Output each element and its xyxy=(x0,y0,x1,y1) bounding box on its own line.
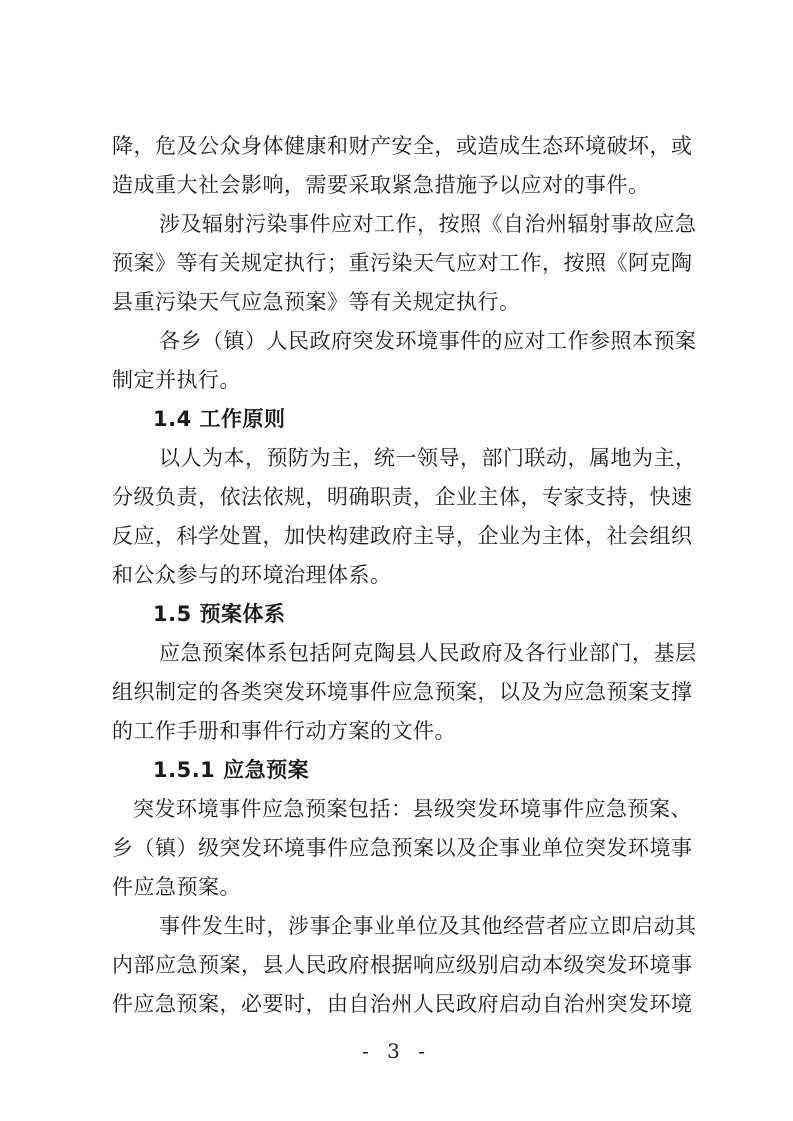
page-number: - 3 - xyxy=(362,1039,431,1063)
body-text-line: 内部应急预案，县人民政府根据响应级别启动本级突发环境事 xyxy=(112,953,693,977)
body-text-line: 造成重大社会影响，需要采取紧急措施予以应对的事件。 xyxy=(112,173,650,197)
body-text-line: 件应急预案，必要时，由自治州人民政府启动自治州突发环境 xyxy=(112,992,693,1016)
body-text-line: 各乡（镇）人民政府突发环境事件的应对工作参照本预案 xyxy=(159,329,697,353)
body-text-line: 的工作手册和事件行动方案的文件。 xyxy=(112,719,456,743)
body-text-line: 应急预案体系包括阿克陶县人民政府及各行业部门，基层 xyxy=(159,641,697,665)
body-text-line: 县重污染天气应急预案》等有关规定执行。 xyxy=(112,290,521,314)
section-heading-1-4: 1.4 工作原则 xyxy=(153,407,286,431)
body-text-line: 件应急预案。 xyxy=(112,875,241,899)
body-text-line: 预案》等有关规定执行；重污染天气应对工作，按照《阿克陶 xyxy=(112,251,693,275)
section-heading-1-5: 1.5 预案体系 xyxy=(153,602,286,626)
body-text-line: 乡（镇）级突发环境事件应急预案以及企事业单位突发环境事 xyxy=(112,836,693,860)
body-text-line: 反应，科学处置，加快构建政府主导，企业为主体，社会组织 xyxy=(112,524,693,548)
body-text-line: 以人为本，预防为主，统一领导，部门联动，属地为主， xyxy=(159,446,697,470)
body-text-line: 突发环境事件应急预案包括：县级突发环境事件应急预案、 xyxy=(133,797,692,821)
body-text-line: 和公众参与的环境治理体系。 xyxy=(112,563,392,587)
body-text-line: 组织制定的各类突发环境事件应急预案，以及为应急预案支撑 xyxy=(112,680,693,704)
section-heading-1-5-1: 1.5.1 应急预案 xyxy=(153,758,310,782)
body-text-line: 降，危及公众身体健康和财产安全，或造成生态环境破坏，或 xyxy=(112,134,693,158)
body-text-line: 涉及辐射污染事件应对工作，按照《自治州辐射事故应急 xyxy=(159,212,697,236)
body-text-line: 制定并执行。 xyxy=(112,368,241,392)
body-text-line: 分级负责，依法依规，明确职责，企业主体，专家支持，快速 xyxy=(112,485,693,509)
body-text-line: 事件发生时，涉事企事业单位及其他经营者应立即启动其 xyxy=(159,914,697,938)
